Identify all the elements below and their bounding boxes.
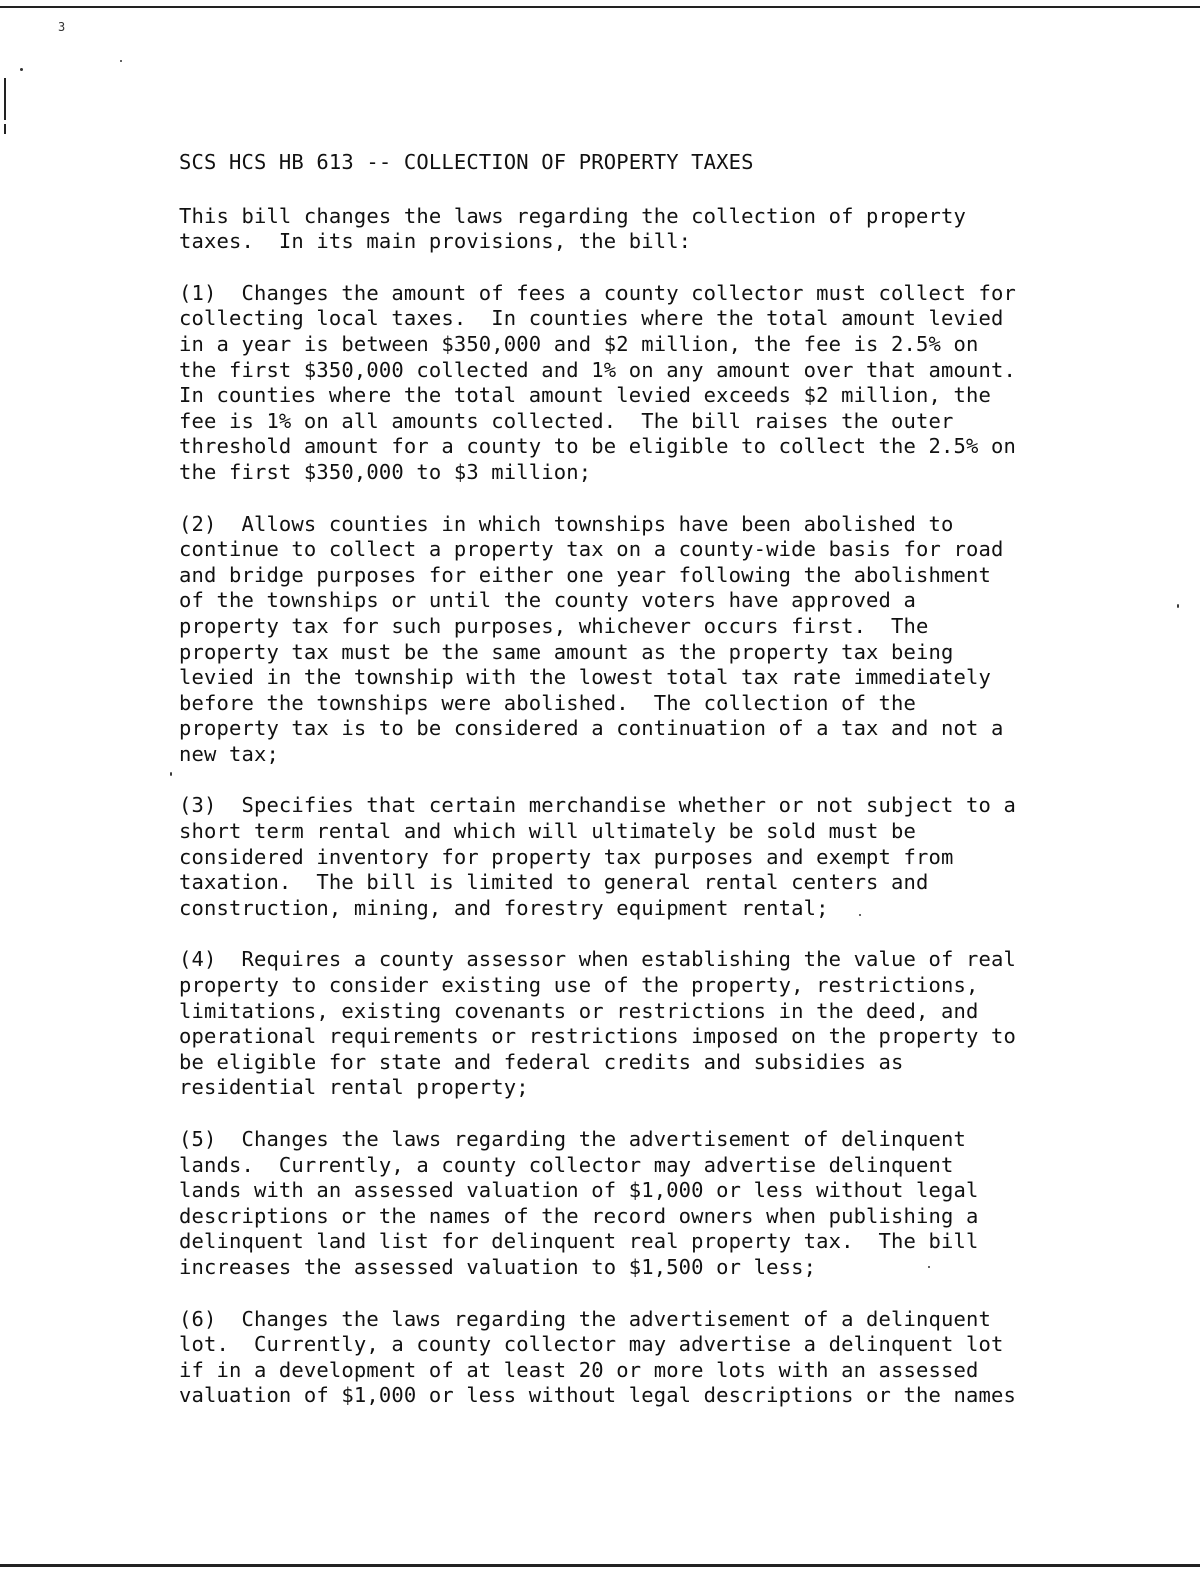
text-line: considered inventory for property tax purposes and exempt from [179, 844, 954, 869]
text-line: (2) Allows counties in which townships have been abolished to [179, 511, 954, 536]
text-line: (5) Changes the laws regarding the advertisement of delinquent [179, 1127, 966, 1151]
text-line: property to consider existing use of the property, restrictions, [179, 973, 979, 998]
provision-paragraph [179, 512, 1109, 768]
text-line: before the townships were abolished. The collection of the [179, 690, 917, 715]
text-line: property tax for such purposes, whichever occurs first. The [179, 613, 929, 638]
scan-margin-mark [4, 78, 6, 120]
scan-speck [120, 60, 122, 62]
provisions-list [179, 281, 1109, 1409]
page-corner-mark: 3 [58, 20, 66, 34]
text-line: operational requirements or restrictions imposed on the property to [179, 1024, 1016, 1049]
text-line: In counties where the total amount levied exceeds $2 million, the [179, 383, 991, 408]
text-line: the first $350,000 collected and 1% on any amount over that amount. [179, 357, 1016, 382]
provision-paragraph [179, 281, 1109, 486]
provision-paragraph [179, 1307, 1109, 1409]
text-line: in a year is between $350,000 and $2 million, the fee is 2.5% on [179, 331, 979, 356]
document-body [179, 150, 1109, 1435]
text-line: delinquent land list for delinquent real property tax. The bill [179, 1229, 979, 1254]
document-title: SCS HCS HB 613 -- COLLECTION OF PROPERTY TAXES [179, 150, 754, 174]
text-line: construction, mining, and forestry equipment rental; [179, 895, 829, 920]
text-line: of the townships or until the county voters have approved a [179, 588, 917, 613]
text-line: lands. Currently, a county collector may advertise delinquent [179, 1152, 954, 1177]
provision-paragraph [179, 793, 1109, 921]
text-line: (3) Specifies that certain merchandise whether or not subject to a [179, 793, 1016, 818]
text-line: limitations, existing covenants or restrictions in the deed, and [179, 998, 979, 1023]
text-line: if in a development of at least 20 or more lots with an assessed [179, 1357, 979, 1382]
text-line: increases the assessed valuation to $1,500 or less; [179, 1254, 817, 1279]
text-line: descriptions or the names of the record owners when publishing a [179, 1203, 979, 1228]
text-line: and bridge purposes for either one year following the abolishment [179, 562, 991, 587]
scan-speck [20, 68, 23, 71]
text-line: new tax; [179, 741, 279, 766]
text-line: taxes. In its main provisions, the bill: [179, 229, 692, 254]
text-line: lot. Currently, a county collector may advertise a delinquent lot [179, 1332, 1004, 1357]
scan-border-bottom [0, 1564, 1200, 1567]
provision-paragraph [179, 947, 1109, 1101]
text-line: taxation. The bill is limited to general rental centers and [179, 870, 929, 895]
text-line: continue to collect a property tax on a county-wide basis for road [179, 537, 1004, 562]
provision-paragraph [179, 1127, 1109, 1281]
text-line: This bill changes the laws regarding the collection of property [179, 203, 966, 228]
scan-speck [170, 772, 172, 776]
text-line: fee is 1% on all amounts collected. The bill raises the outer [179, 408, 954, 433]
text-line: (4) Requires a county assessor when establishing the value of real [179, 947, 1016, 972]
text-line: be eligible for state and federal credits and subsidies as [179, 1049, 904, 1074]
text-line: property tax must be the same amount as the property tax being [179, 639, 954, 664]
text-line: the first $350,000 to $3 million; [179, 459, 592, 484]
text-line: (1) Changes the amount of fees a county collector must collect for [179, 280, 1016, 305]
scan-margin-mark [4, 124, 6, 134]
text-line: levied in the township with the lowest total tax rate immediately [179, 665, 991, 690]
scan-speck [1177, 604, 1179, 608]
text-line: short term rental and which will ultimately be sold must be [179, 819, 917, 844]
text-line: collecting local taxes. In counties where the total amount levied [179, 306, 1004, 331]
text-line: threshold amount for a county to be eligible to collect the 2.5% on [179, 434, 1016, 459]
text-line: (6) Changes the laws regarding the advertisement of a delinquent [179, 1306, 991, 1331]
text-line: property tax is to be considered a continuation of a tax and not a [179, 716, 1004, 741]
text-line: valuation of $1,000 or less without legal descriptions or the names [179, 1383, 1016, 1408]
scan-border-top [0, 6, 1200, 8]
text-line: lands with an assessed valuation of $1,000 or less without legal [179, 1178, 979, 1203]
text-line: residential rental property; [179, 1075, 529, 1100]
intro-paragraph [179, 204, 1109, 255]
